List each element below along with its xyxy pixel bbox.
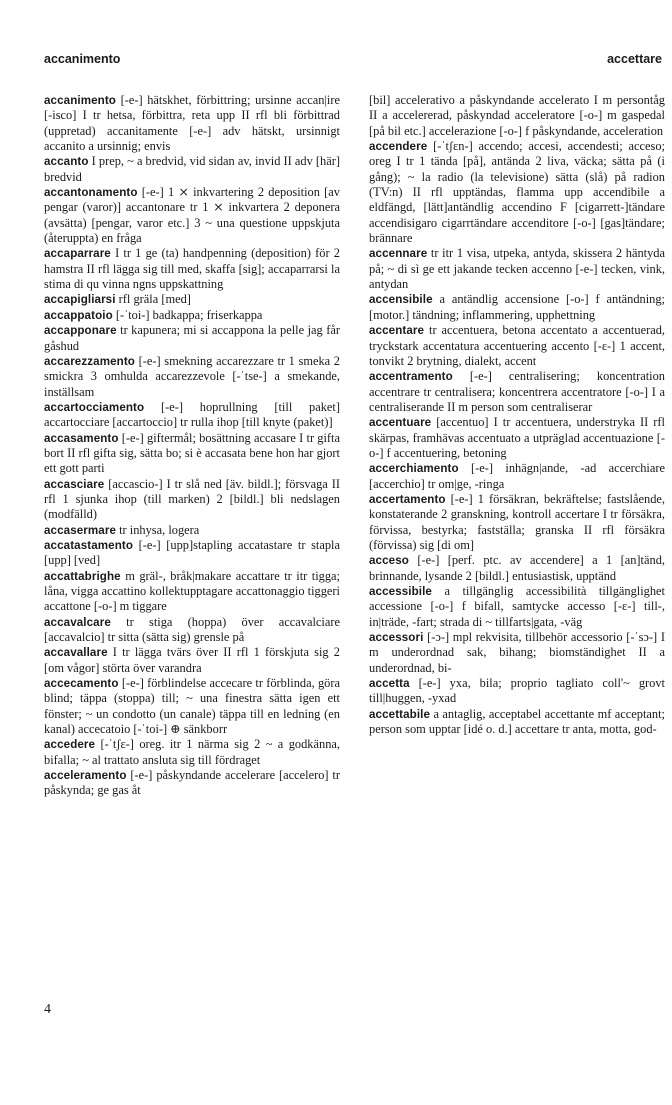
- entry-headword: accapigliarsi: [44, 293, 116, 307]
- entry-definition: [-e-] smekning accarezzare tr 1 smeka 2 smickra 3 omhulda accarezzevole [-ˈtse-] a smekande, inställsam: [44, 353, 340, 399]
- entry-definition: [-e-] 1 ⨯ inkvartering 2 deposition [av pengar (varor)] accantonare tr 1 ⨯ inkvartera 2 deponera (avsätta) [pengar, varor etc.] 3 ~ una questione uppskjuta (återuppta) en fråga: [44, 185, 340, 246]
- entry-definition: I tr lägga tvärs över II rfl 1 förskjuta sig 2 [om vågor] störta över varandra: [44, 645, 340, 675]
- entry-headword: accapponare: [44, 324, 117, 338]
- entry-definition: m gräl-, bråk|makare accattare tr itr tigga; låna, vigga accattino kollektupptagare accattonaggio tiggeri accattone [-o-] m tiggare: [44, 568, 340, 614]
- dictionary-entry: [44, 645, 340, 676]
- entry-headword: accessibile: [369, 585, 432, 598]
- dictionary-entry: [369, 492, 665, 553]
- entry-definition: [-e-] yxa, bila; proprio tagliato coll'~ grovt till|huggen, -yxad: [369, 676, 665, 706]
- entry-headword: acceso: [369, 554, 409, 568]
- entry-headword: accentramento: [369, 370, 453, 384]
- dictionary-entry: [44, 308, 340, 323]
- entry-definition: tr stiga (hoppa) över accavalciare [accavalcio] tr sitta (sätta sig) grensle på: [44, 614, 340, 645]
- dictionary-entry: [369, 676, 665, 707]
- entry-headword: accentuare: [369, 416, 432, 430]
- left-guideword: accanimento: [44, 52, 121, 66]
- dictionary-entry: [369, 139, 665, 246]
- dictionary-entry: [369, 93, 665, 139]
- dictionary-entry: [369, 461, 665, 492]
- entry-definition: [-e-] 1 försäkran, bekräftelse; fastslående, konstaterande 2 granskning, kontroll accertare I tr försäkra, förvissa, bestyrka; fastställa; granska II rfl försäkra (förvissa) sig [di om]: [369, 491, 665, 552]
- dictionary-entry: [369, 707, 665, 738]
- entry-definition: [-e-] hoprullning [till paket] accartocciare [accartoccio] tr rulla ihop [till knyte (paket)]: [44, 399, 340, 430]
- entry-headword: acceleramento: [44, 769, 127, 783]
- entry-headword: accasamento: [44, 431, 119, 445]
- dictionary-entry: [44, 323, 340, 354]
- entry-definition: a antaglig, acceptabel accettante mf acceptant; person som upptar [idé o. d.] accettare tr anta, motta, god-: [369, 706, 665, 737]
- entry-headword: accanto: [44, 155, 89, 169]
- entry-definition: I tr 1 ge (ta) handpenning (deposition) för 2 hamstra II rfl lägga sig till med, skaffa [sig]; accaparrarsi la stima di qu vinna ngns uppskattning: [44, 246, 340, 292]
- entry-definition: [-ˈtʃɛn-] accendo; accesi, accendesti; acceso; oreg I tr 1 tända [på], antända 2 liva, väcka; sätta på (i gång); ~ la radio (la televisione) sätta (slå) på radion (TV:n) II rfl upptändas, flamma upp accendibile a eldfängd, [lätt]antändlig accendino F [cigarrett-]tändare accendisigaro cigarrtändare accenditore [-o-] [gas]tändare; brännare: [369, 139, 665, 246]
- entry-headword: accecamento: [44, 677, 119, 691]
- dictionary-entry: [44, 676, 340, 737]
- entry-definition: [-e-] hätskhet, förbittring; ursinne accan|ire [-isco] I tr hetsa, förbittra, reta upp II rfl bli förbittrad (uppretad) accanitamente [-e-] adv hätskt, ursinnigt accanito a ursinnig; envis: [44, 93, 340, 154]
- entry-definition: tr kapunera; mi si accappona la pelle jag får gåshud: [44, 323, 340, 353]
- entry-headword: accarezzamento: [44, 354, 135, 368]
- entry-headword: accanimento: [44, 94, 116, 107]
- entry-definition: [-e-] [perf. ptc. av accendere] a 1 [an]tänd, brinnande, lysande 2 [bildl.] entusiastisk, upptänd: [369, 553, 665, 583]
- entry-definition: I prep, ~ a bredvid, vid sidan av, invid II adv [här] bredvid: [44, 154, 340, 184]
- page-number: 4: [44, 1002, 51, 1017]
- dictionary-entry: [369, 292, 665, 323]
- entry-headword: accantonamento: [44, 186, 138, 200]
- entry-definition: [accascio-] I tr slå ned [äv. bildl.]; försvaga II rfl 1 sjunka ihop (till marken) 2 [bildl.] bli nedslagen (modfälld): [44, 476, 340, 522]
- entry-headword: accendere: [369, 140, 428, 154]
- entry-headword: accappatoio: [44, 308, 113, 322]
- dictionary-entry: [44, 569, 340, 615]
- entry-headword: accatastamento: [44, 538, 134, 552]
- entry-headword: accavalcare: [44, 615, 111, 629]
- dictionary-entry: [44, 538, 340, 569]
- dictionary-entry: [369, 584, 665, 630]
- dictionary-entry: [369, 630, 665, 676]
- entry-definition: [-e-] [upp]stapling accatastare tr stapla [upp] [ved]: [44, 537, 340, 568]
- dictionary-entry: [44, 154, 340, 185]
- entry-headword: accetta: [369, 677, 410, 691]
- entry-definition: a tillgänglig accessibilità tillgänglighet accessione [-o-] f bifall, samtycke accesso [-ɛ-] till-, in|träde, -fart; strada di ~ tillfarts|gata, -väg: [369, 584, 665, 629]
- right-column: [369, 93, 665, 737]
- dictionary-entry: [44, 615, 340, 646]
- entry-definition: tr accentuera, betona accentato a accentuerad, tryckstark accentatura accentuering accento [-ɛ-] 1 accent, tonvikt 2 brytning, dialekt, accent: [369, 323, 665, 368]
- entry-definition: [-ˈtoi-] badkappa; friserkappa: [112, 307, 263, 322]
- dictionary-entry: [44, 93, 340, 154]
- dictionary-entry: [369, 415, 665, 461]
- entry-headword: accasciare: [44, 477, 105, 491]
- entry-headword: accettabile: [369, 707, 431, 721]
- dictionary-entry: [44, 246, 340, 292]
- entry-headword: accartocciamento: [44, 400, 145, 414]
- dictionary-entry: [44, 737, 340, 768]
- dictionary-entry: [369, 323, 665, 369]
- entry-headword: accensibile: [369, 293, 433, 307]
- dictionary-entry: [369, 369, 665, 415]
- entry-headword: accedere: [44, 738, 96, 752]
- dictionary-entry: [44, 523, 340, 538]
- entry-headword: accavallare: [44, 646, 108, 660]
- page-header: [44, 52, 662, 70]
- entry-definition: tr itr 1 visa, utpeka, antyda, skissera 2 häntyda på; ~ di sì ge ett jakande tecken accenno [-e-] tecken, vink, antydan: [369, 246, 665, 292]
- entry-definition: [-e-] giftermål; bosättning accasare I tr gifta bort II rfl gifta sig, sätta bo; si è accasata bene hon har gjort ett gott parti: [44, 430, 340, 476]
- entry-definition: rfl gräla [med]: [115, 292, 191, 307]
- entry-headword: accattabrighe: [44, 569, 121, 583]
- entry-headword: accerchiamento: [369, 462, 459, 476]
- entry-definition: [accentuo] I tr accentuera, understryka II rfl skärpas, framhävas accentuato a utpräglad accentuazione [-o-] f accentuering, betoning: [369, 415, 665, 460]
- entry-headword: accaparrare: [44, 247, 111, 261]
- dictionary-entry: [44, 400, 340, 431]
- left-column: [44, 93, 340, 799]
- entry-headword: accasermare: [44, 523, 117, 537]
- entry-headword: accennare: [369, 247, 428, 261]
- entry-definition: [-e-] påskyndande accelerare [accelero] tr påskynda; ge gas åt: [44, 768, 340, 798]
- entry-definition: [-ɔ-] mpl rekvisita, tillbehör accessorio [-ˈsɔ-] I m underordnad sak, bihang; biomständighet II a underordnad, bi-: [369, 630, 665, 675]
- dictionary-entry: [44, 477, 340, 523]
- entry-headword: accessori: [369, 631, 424, 645]
- dictionary-entry: [44, 431, 340, 477]
- entry-definition: [-ˈtʃɛ-] oreg. itr 1 närma sig 2 ~ a godkänna, bifalla; ~ al trattato ansluta sig till fördraget: [44, 737, 340, 767]
- entry-definition: [-e-] centralisering; koncentration accentrare tr centralisera; koncentrera accentratore [-o-] I a centraliserande II m person som centraliserar: [369, 369, 665, 414]
- entry-definition: [-e-] förblindelse accecare tr förblinda, göra blind; täppa (stoppa) till; ~ una finestra sätta igen ett fönster; ~ un condotto (un canale) täppa till en ledning (en kanal) accecatoio [-ˈtoi-] ⊕ sänkborr: [44, 676, 340, 737]
- entry-headword: accentare: [369, 324, 425, 338]
- dictionary-entry: [369, 246, 665, 292]
- entry-headword: accertamento: [369, 492, 446, 506]
- right-guideword: accettare: [607, 52, 662, 66]
- dictionary-entry: [44, 354, 340, 400]
- entry-definition: tr inhysa, logera: [116, 522, 200, 537]
- dictionary-entry: [44, 292, 340, 307]
- entry-definition: [bil] accelerativo a påskyndande accelerato I m persontåg II a accelererad, påskyndad acceleratore [-o-] m gaspedal [på bil etc.] accelerazione [-o-] f påskyndande, acceleration: [369, 93, 665, 138]
- dictionary-entry: [44, 768, 340, 799]
- entry-definition: a antändlig accensione [-o-] f antändning; [motor.] tändning; inflammering, upphettning: [369, 292, 665, 322]
- dictionary-entry: [44, 185, 340, 246]
- dictionary-entry: [369, 553, 665, 584]
- entry-definition: [-e-] inhägn|ande, -ad accerchiare [accerchio] tr om|ge, -ringa: [369, 461, 665, 491]
